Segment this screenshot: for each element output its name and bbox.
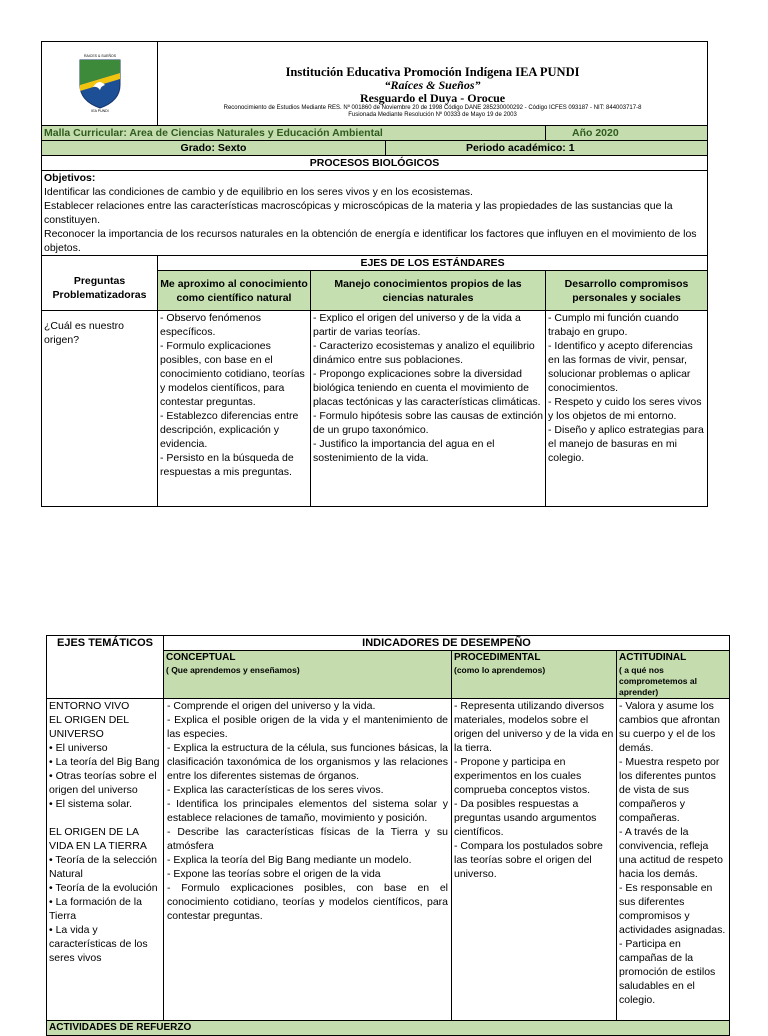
list-item: EL ORIGEN DEL UNIVERSO xyxy=(49,714,129,740)
actitudinal-content xyxy=(617,699,730,1021)
list-item: - Identifica los principales elementos del sistema solar y establece relaciones de tamaño, movimiento y posición. xyxy=(167,798,448,824)
list-item: EL ORIGEN DE LA VIDA EN LA TIERRA xyxy=(49,826,147,852)
list-item: - Es responsable en sus diferentes compromisos y actividades asignadas. xyxy=(619,882,726,936)
list-item: - A través de la convivencia, refleja una actitud de respeto hacia los demás. xyxy=(619,826,723,880)
ejes-tematicos-header: EJES TEMÁTICOS xyxy=(47,636,164,699)
list-item: - Explico el origen del universo y de la vida a partir de varias teorías. xyxy=(313,312,521,338)
list-item: - Da posibles respuestas a preguntas usando argumentos científicos. xyxy=(454,798,597,838)
logo-cell xyxy=(42,42,158,126)
list-item: - Valora y asume los cambios que afrontan su cuerpo y el de los demás. xyxy=(619,700,720,754)
conceptual-header: CONCEPTUAL xyxy=(166,652,236,663)
objetivo-item: Reconocer la importancia de los recursos naturales en la obtención de energía e identificar los factores que influyen en el movimiento de los objetos. xyxy=(44,228,697,254)
list-item: - Establezco diferencias entre descripción, explicación y evidencia. xyxy=(160,410,299,450)
svg-text:RAICES & SUEÑOS: RAICES & SUEÑOS xyxy=(83,53,116,58)
list-item: • La formación de la Tierra xyxy=(49,896,142,922)
institution-header xyxy=(158,42,708,126)
list-item: - Propone y participa en experimentos en los cuales comprueba conceptos vistos. xyxy=(454,756,590,796)
year-label: Año 2020 xyxy=(546,126,708,141)
list-item: - Persisto en la búsqueda de respuestas a mis preguntas. xyxy=(160,452,294,478)
list-item: - Representa utilizando diversos materiales, modelos sobre el origen del universo y de la vida en la tierra. xyxy=(454,700,614,754)
list-item: - Diseño y aplico estrategias para el manejo de basuras en mi colegio. xyxy=(548,424,704,464)
list-item: • La teoría del Big Bang xyxy=(49,756,160,768)
procedimental-header-cell xyxy=(452,651,617,699)
list-item: • La vida y características de los seres vivos xyxy=(49,924,148,964)
objetivo-item: Identificar las condiciones de cambio y de equilibrio en los seres vivos y en los ecosistemas. xyxy=(44,186,473,198)
recognition-line-2: Fusionada Mediante Resolución Nº 00333 de Mayo 19 de 2003 xyxy=(348,112,517,118)
ejes-tematicos-content xyxy=(47,699,164,1021)
list-item: • Teoría de la selección xyxy=(49,854,157,866)
conceptual-content xyxy=(164,699,452,1021)
list-item: - Caracterizo ecosistemas y analizo el equilibrio dinámico entre sus poblaciones. xyxy=(313,340,535,366)
list-item: - Expone las teorías sobre el origen de la vida xyxy=(167,868,381,880)
actitudinal-header: ACTITUDINAL xyxy=(619,652,687,663)
list-item: - Justifico la importancia del agua en el sostenimiento de la vida. xyxy=(313,438,495,464)
list-item: ENTORNO VIVO xyxy=(49,700,130,712)
list-item: - Muestra respeto por los diferentes puntos de vista de sus compañeros y compañeras. xyxy=(619,756,720,824)
col-cientifico-header: Me aproximo al conocimiento como científico natural xyxy=(158,271,311,311)
ejes-estandares-title: EJES DE LOS ESTÁNDARES xyxy=(158,256,708,271)
list-item: origen del universo xyxy=(49,784,138,796)
conceptual-header-cell xyxy=(164,651,452,699)
resguardo-name: Resguardo el Duya - Orocue xyxy=(359,91,506,105)
list-item: - Compara los postulados sobre las teorías sobre el origen del universo. xyxy=(454,840,603,880)
grade-label: Grado: Sexto xyxy=(42,141,386,156)
period-label: Periodo académico: 1 xyxy=(386,141,708,156)
conceptual-sub: ( Que aprendemos y enseñamos) xyxy=(166,665,300,675)
shield-dove-icon xyxy=(74,51,126,113)
list-item: - Cumplo mi función cuando trabajo en grupo. xyxy=(548,312,679,338)
list-item: - Explica el posible origen de la vida y el mantenimiento de las especies. xyxy=(167,714,448,740)
curriculum-header-table xyxy=(41,41,708,507)
list-item: • Otras teorías sobre el xyxy=(49,770,157,782)
list-item: - Explica la estructura de la célula, sus funciones básicas, la clasificación taxonómica de los organismos y las relaciones entre los diferentes sistemas de órganos. xyxy=(167,742,448,782)
list-item: - Propongo explicaciones sobre la diversidad biológica teniendo en cuenta el movimiento de placas tectónicas y las características climáticas. xyxy=(313,368,541,408)
procedimental-content xyxy=(452,699,617,1021)
procedimental-header: PROCEDIMENTAL xyxy=(454,652,541,663)
institution-motto: “Raíces & Sueños” xyxy=(384,78,481,92)
list-item: - Observo fenómenos específicos. xyxy=(160,312,261,338)
institution-name: Institución Educativa Promoción Indígena IEA PUNDI xyxy=(285,65,580,79)
objetivos-label: Objetivos: xyxy=(44,172,96,184)
list-item: Natural xyxy=(49,868,83,880)
list-item: • El sistema solar. xyxy=(49,798,133,810)
list-item: - Participa en campañas de la promoción de estilos saludables en el colegio. xyxy=(619,938,716,1006)
procedimental-sub: (como lo aprendemos) xyxy=(454,665,546,675)
list-item xyxy=(49,811,161,825)
actitudinal-sub: ( a qué nos comprometemos al aprender) xyxy=(619,665,697,697)
list-item: • Teoría de la evolución xyxy=(49,882,158,894)
objetivo-item: Establecer relaciones entre las características macroscópicas y microscópicas de la materia y las propiedades de las sustancias que la constituyen. xyxy=(44,200,673,226)
list-item: - Formulo explicaciones posibles, con base en el conocimiento cotidiano, teorías y modelos científicos, para contestar preguntas. xyxy=(160,340,305,408)
col-cientifico-content xyxy=(158,311,311,507)
list-item: - Describe las características físicas de la Tierra y su atmósfera xyxy=(167,826,448,852)
col-compromisos-header: Desarrollo compromisos personales y sociales xyxy=(546,271,708,311)
indicadores-title: INDICADORES DE DESEMPEÑO xyxy=(164,636,730,651)
col-conocimientos-header: Manejo conocimientos propios de las ciencias naturales xyxy=(311,271,546,311)
actividades-refuerzo-header: ACTIVIDADES DE REFUERZO xyxy=(47,1021,730,1036)
list-item: - Comprende el origen del universo y la vida. xyxy=(167,700,376,712)
objetivos-block xyxy=(42,171,708,256)
malla-curricular-label: Malla Curricular: Area de Ciencias Naturales y Educación Ambiental xyxy=(42,126,546,141)
section-title: PROCESOS BIOLÓGICOS xyxy=(42,156,708,171)
svg-text:IEA PUNDI: IEA PUNDI xyxy=(90,108,109,113)
list-item: - Formulo explicaciones posibles, con base en el conocimiento cotidiano, teorías y modelos científicos, para contestar preguntas. xyxy=(167,882,448,922)
list-item: - Identifico y acepto diferencias en las formas de vivir, pensar, solucionar problemas o aplicar conocimientos. xyxy=(548,340,693,394)
actitudinal-header-cell xyxy=(617,651,730,699)
preguntas-header: Preguntas Problematizadoras xyxy=(42,256,158,311)
list-item: • El universo xyxy=(49,742,108,754)
indicadores-table xyxy=(46,635,730,1036)
list-item: - Explica la teoría del Big Bang mediante un modelo. xyxy=(167,854,412,866)
pregunta-cell: ¿Cuál es nuestro origen? xyxy=(42,311,158,507)
recognition-line-1: Reconocimiento de Estudios Mediante RES. Nº 001860 de Noviembre 20 de 1998 Código DANE 285230000292 - Código ICFES 093187 - NIT: 844003717-8 xyxy=(223,105,642,111)
col-compromisos-content xyxy=(546,311,708,507)
col-conocimientos-content xyxy=(311,311,546,507)
list-item: - Explica las características de los seres vivos. xyxy=(167,784,384,796)
list-item: - Formulo hipótesis sobre las causas de extinción de un grupo taxonómico. xyxy=(313,410,543,436)
list-item: - Respeto y cuido los seres vivos y los objetos de mi entorno. xyxy=(548,396,702,422)
